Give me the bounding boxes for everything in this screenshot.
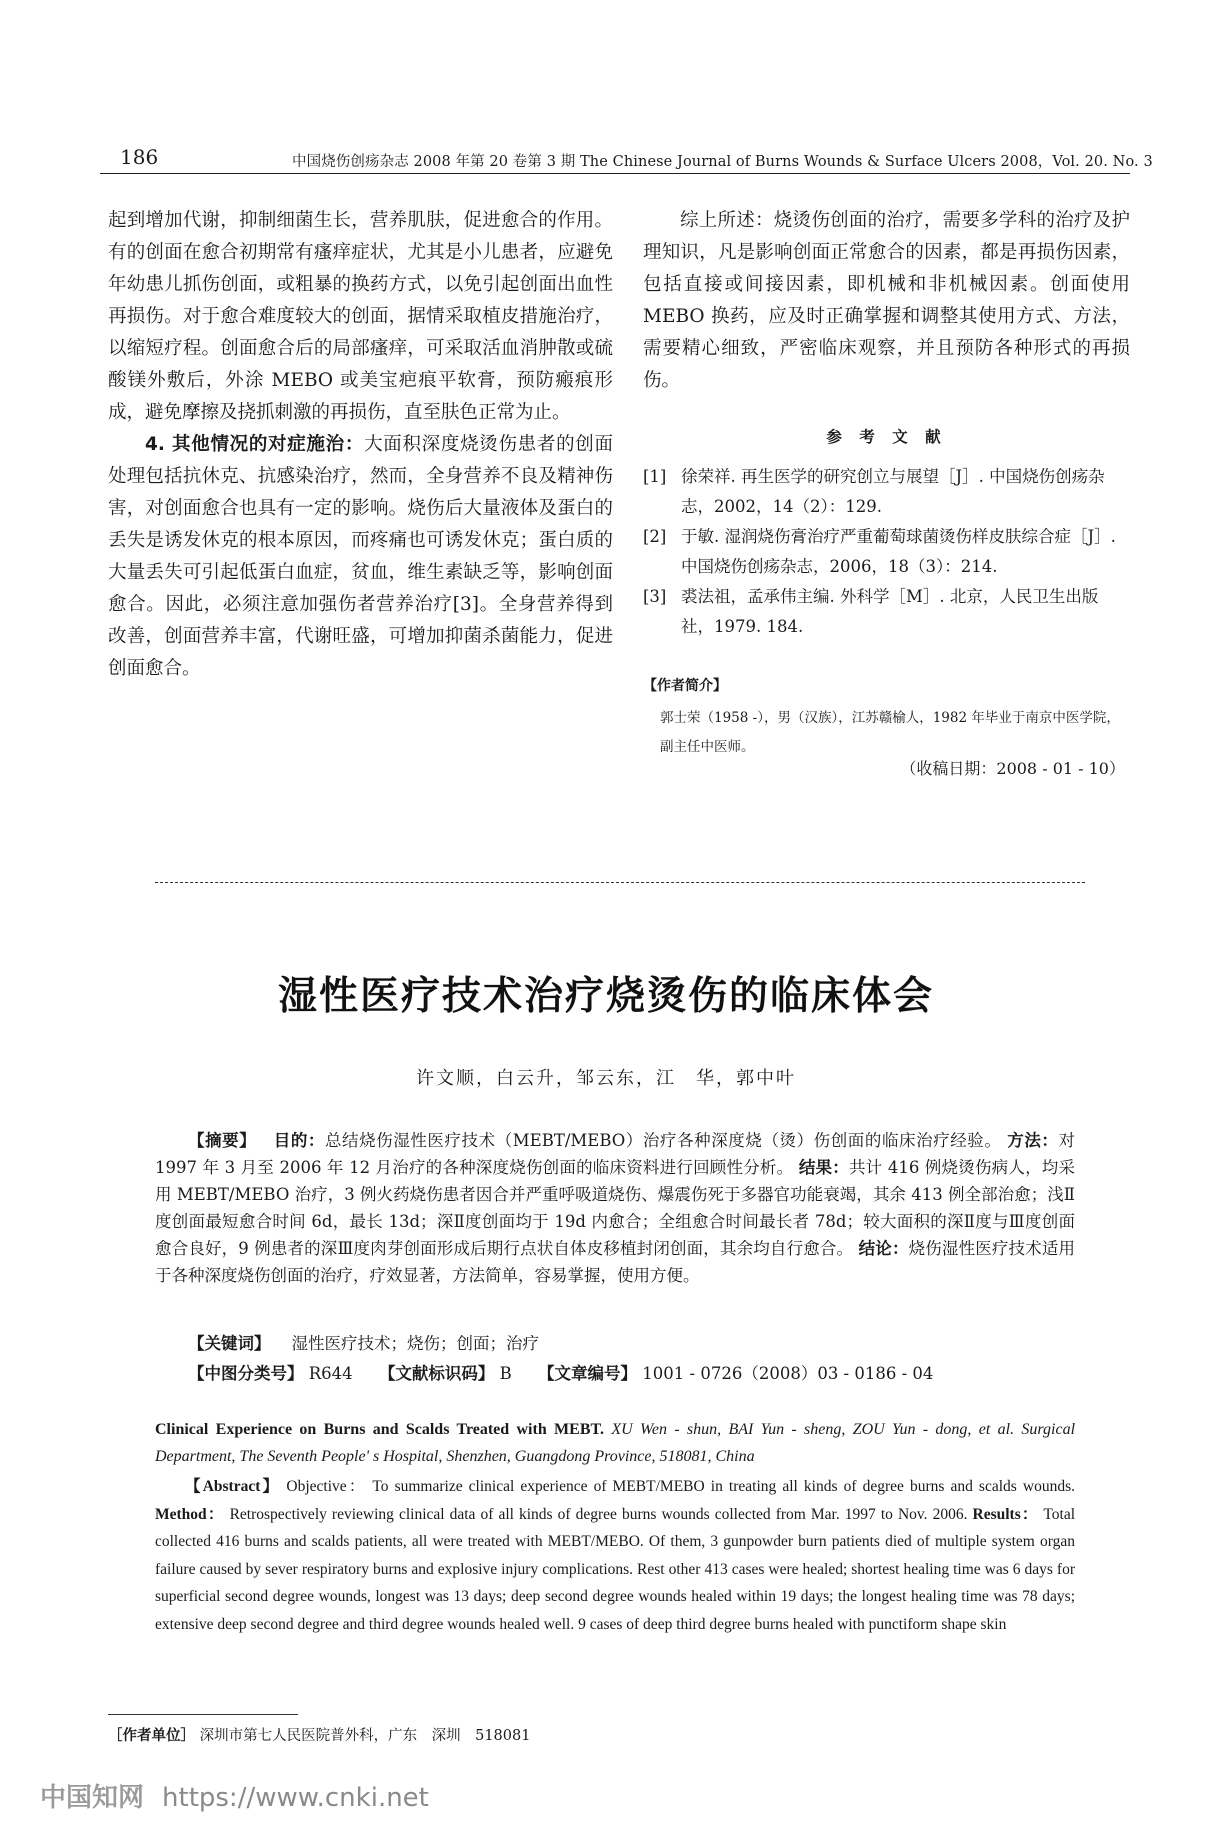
en-method-text: Retrospectively reviewing clinical data of all kinds of degree burns wounds collected from Mar. 1997 to Nov. 2006. [229, 1505, 968, 1523]
author-intro-heading: 【作者简介】 [643, 678, 727, 694]
affiliation-text: 深圳市第七人民医院普外科，广东 深圳 518081 [199, 1728, 531, 1744]
keywords-text: 湿性医疗技术；烧伤；创面；治疗 [291, 1334, 539, 1353]
watermark-url: https://www.cnki.net [162, 1783, 429, 1813]
en-results-text: Total collected 416 burns and scalds patients, all were treated with MEBT/MEBO. Of them, 3 gunpowder burn patients died of multiple system organ failure caused by sever respiratory burns and explosive injury complications. Rest other 413 cases were healed; shortest healing time was 6 days for superficial second degree wounds, longest was 13 days; deep second degree wounds healed within 19 days; the longest healing time was 78 days; extensive deep second degree and third degree wounds healed well. 9 cases of deep third degree burns healed with punctiform shape skin [155, 1505, 1076, 1633]
author-affiliation [108, 1724, 530, 1745]
summary-paragraph: 综上所述：烧烫伤创面的治疗，需要多学科的治疗及护理知识，凡是影响创面正常愈合的因素，都是再损伤因素，包括直接或间接因素，即机械和非机械因素。创面使用 MEBO 换药，应及时正确掌握和调整其使用方式、方法，需要精心细致，严密临床观察，并且预防各种形式的再损伤。 [643, 210, 1130, 391]
doc-code-value: B [499, 1364, 512, 1383]
cnki-watermark [40, 1777, 429, 1814]
watermark-cn: 中国知网 [40, 1783, 145, 1813]
reference-item [643, 522, 1130, 582]
prev-article-left-column [108, 205, 613, 685]
english-title-block [155, 1416, 1075, 1470]
results-label: 结果： [798, 1158, 849, 1177]
abstract-label: 【摘要】 [188, 1131, 257, 1150]
received-date: （收稿日期：2008 - 01 - 10） [900, 759, 1125, 778]
affiliation-label: ［作者单位］ [108, 1728, 195, 1744]
en-abstract-label: 【Abstract】 [185, 1478, 281, 1495]
article-authors: 许文顺，白云升，邹云东，江 华，郭中叶 [416, 1068, 796, 1089]
english-title: Clinical Experience on Burns and Scalds Treated with MEBT. [155, 1421, 604, 1438]
conclusion-label: 结论： [858, 1239, 909, 1258]
purpose-label: 目的： [273, 1131, 325, 1150]
reference-number: [1] [643, 467, 667, 486]
footnote-rule [108, 1714, 298, 1715]
chinese-abstract [155, 1127, 1075, 1289]
header-rule [100, 173, 1130, 174]
article-divider [155, 882, 1085, 883]
section-text: 大面积深度烧烫伤患者的创面处理包括抗休克、抗感染治疗，然而，全身营养不良及精神伤害，对创面愈合也具有一定的影响。烧伤后大量液体及蛋白的丢失是诱发休克的根本原因，而疼痛也可诱发休克；蛋白质的大量丢失可引起低蛋白血症，贫血，维生素缺乏等，影响创面愈合。因此，必须注意加强伤者营养治疗[3]。全身营养得到改善，创面营养丰富，代谢旺盛，可增加抑菌杀菌能力，促进创面愈合。 [108, 434, 613, 679]
journal-header: 中国烧伤创疡杂志 2008 年第 20 卷第 3 期 The Chinese Journal of Burns Wounds & Surface Ulcers 2008，Vol. 20. No. 3 [292, 154, 1153, 170]
author-intro: 郭士荣（1958 -），男（汉族），江苏赣榆人，1982 年毕业于南京中医学院，副主任中医师。 [660, 710, 1120, 755]
english-authors: XU Wen - shun, BAI Yun - sheng, ZOU Yun - dong, et al. Surgical Department, The Seventh People' s Hospital, Shenzhen, Guangdong Province, 518081, China [155, 1421, 1076, 1465]
section-lead: 4. 其他情况的对症施治： [145, 434, 365, 455]
en-results-label: Results： [972, 1505, 1039, 1523]
purpose-text: 总结烧伤湿性医疗技术（MEBT/MEBO）治疗各种深度烧（烫）伤创面的临床治疗经验。 [324, 1131, 1002, 1150]
en-objective-text: To summarize clinical experience of MEBT/MEBO in treating all kinds of degree burns and scalds wounds. [372, 1478, 1075, 1495]
reference-number: [3] [643, 587, 667, 606]
clc-value: R644 [308, 1364, 353, 1383]
doc-code-label: 【文献标识码】 [378, 1364, 495, 1383]
article-no-label: 【文章编号】 [538, 1364, 638, 1383]
article-no-value: 1001 - 0726（2008）03 - 0186 - 04 [642, 1364, 934, 1383]
method-text: 对 1997 年 3 月至 2006 年 12 月治疗的各种深度烧伤创面的临床资料进行回顾性分析。 [155, 1131, 1075, 1177]
page-number: 186 [120, 145, 159, 169]
method-label: 方法： [1007, 1131, 1059, 1150]
reference-text: 于敏. 湿润烧伤膏治疗严重葡萄球菌烫伤样皮肤综合症［J］. 中国烧伤创疡杂志，2006，18（3）：214. [681, 527, 1116, 576]
clc-label: 【中图分类号】 [188, 1364, 304, 1383]
article-title: 湿性医疗技术治疗烧烫伤的临床体会 [277, 974, 934, 1019]
keywords-label: 【关键词】 [188, 1334, 271, 1353]
en-method-label: Method： [155, 1505, 225, 1523]
english-abstract [155, 1473, 1075, 1638]
conclusion-text: 烧伤湿性医疗技术适用于各种深度烧伤创面的治疗，疗效显著，方法简单，容易掌握，使用方便。 [155, 1239, 1075, 1285]
reference-text: 徐荣祥. 再生医学的研究创立与展望［J］. 中国烧伤创疡杂志，2002，14（2）：129. [681, 467, 1105, 516]
reference-item [643, 462, 1130, 522]
en-objective-label: Objective： [286, 1478, 367, 1495]
prev-article-paragraph [108, 429, 613, 685]
reference-item [643, 582, 1130, 642]
reference-text: 裘法祖，孟承伟主编. 外科学［M］. 北京，人民卫生出版社，1979. 184. [681, 587, 1099, 636]
keywords-line [188, 1330, 539, 1354]
prev-article-paragraph: 起到增加代谢，抑制细菌生长，营养肌肤，促进愈合的作用。有的创面在愈合初期常有瘙痒症状，尤其是小儿患者，应避免年幼患儿抓伤创面，或粗暴的换药方式，以免引起创面出血性再损伤。对于愈合难度较大的创面，据情采取植皮措施治疗，以缩短疗程。创面愈合后的局部瘙痒，可采取活血消肿散或硫酸镁外敷后，外涂 MEBO 或美宝疤痕平软膏，预防瘢痕形成，避免摩擦及挠抓刺激的再损伤，直至肤色正常为止。 [108, 210, 613, 423]
prev-article-right-column [643, 205, 1130, 397]
results-text: 共计 416 例烧烫伤病人，均采用 MEBT/MEBO 治疗，3 例火药烧伤患者因合并严重呼吸道烧伤、爆震伤死于多器官功能衰竭，其余 413 例全部治愈；浅Ⅱ度创面最短愈合时间 6d，最长 13d；深Ⅱ度创面均于 19d 内愈合；全组愈合时间最长者 78d；较大面积的深Ⅱ度与Ⅲ度创面愈合良好，9 例患者的深Ⅲ度肉芽创面形成后期行点状自体皮移植封闭创面，其余均自行愈合。 [155, 1158, 1076, 1258]
reference-number: [2] [643, 527, 667, 546]
references-heading: 参 考 文 献 [826, 428, 947, 446]
classification-line [188, 1360, 933, 1384]
